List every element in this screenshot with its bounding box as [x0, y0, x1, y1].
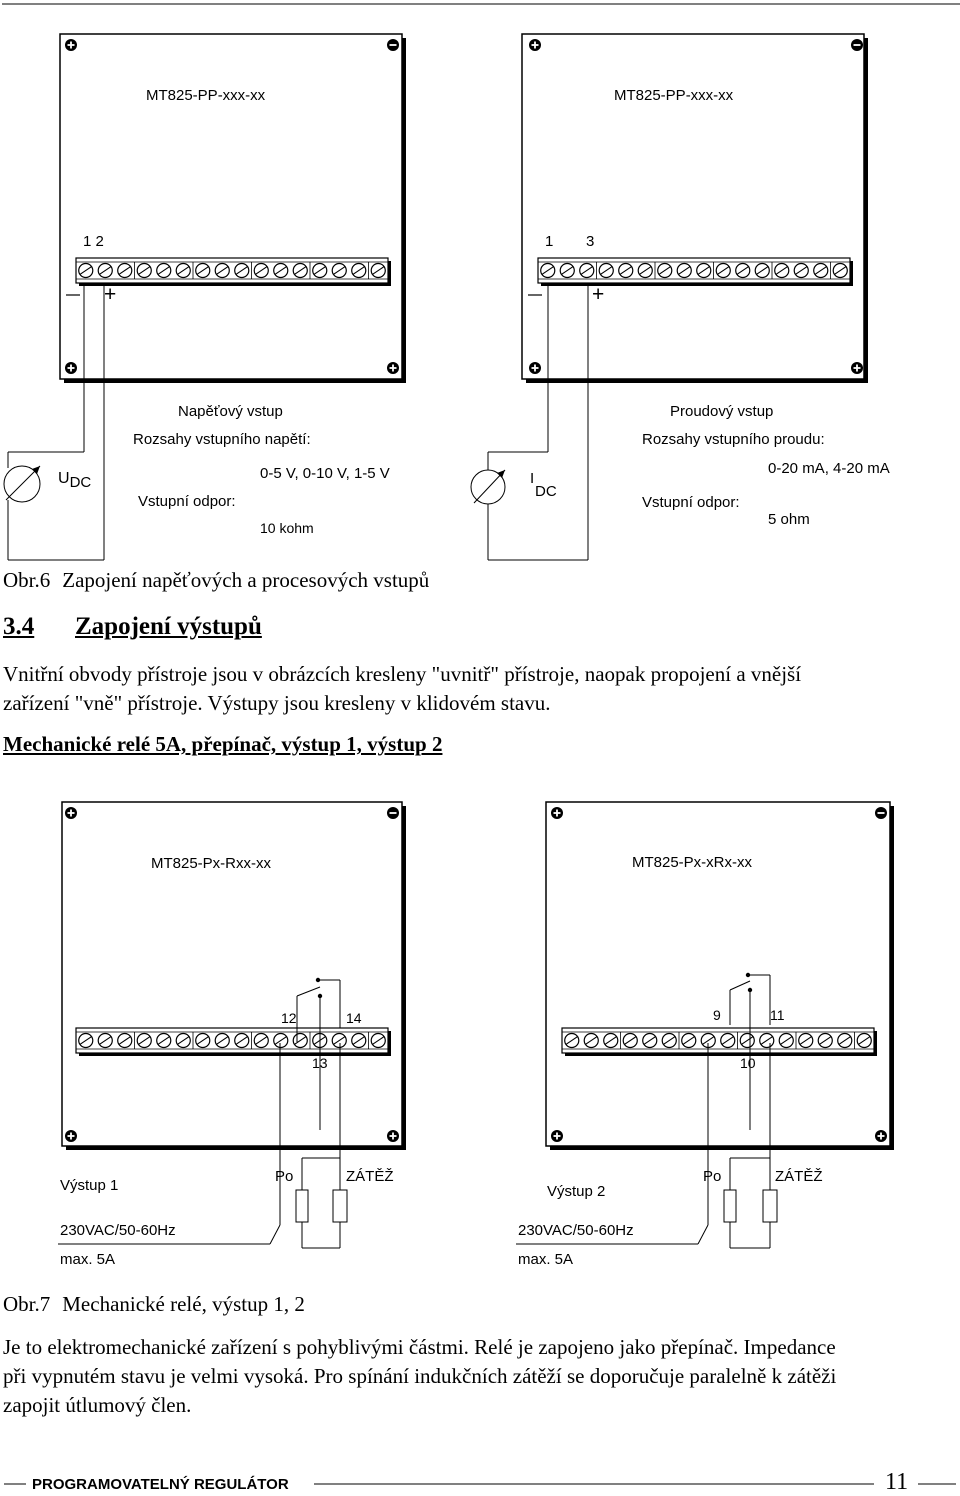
supply-voltage: 230VAC/50-60Hz — [518, 1222, 634, 1239]
terminal-screw-icon — [760, 1033, 774, 1047]
terminal-screw-icon — [313, 263, 327, 277]
terminal-screw-icon — [196, 263, 210, 277]
terminal-screw-icon — [118, 1033, 132, 1047]
terminal-screw-icon — [775, 263, 789, 277]
terminal-screw-icon — [98, 263, 112, 277]
terminal-screw-icon — [332, 263, 346, 277]
voltage-ranges-label: Rozsahy vstupního napětí: — [133, 431, 311, 448]
terminal-screw-icon — [638, 263, 652, 277]
terminal-screw-icon — [215, 1033, 229, 1047]
current-resistance: 5 ohm — [768, 511, 810, 528]
current-resistance-label: Vstupní odpor: — [642, 494, 740, 511]
terminal-screw-icon — [740, 1033, 754, 1047]
terminal-screw-icon — [137, 1033, 151, 1047]
figure-6 — [4, 34, 868, 560]
minus-screw-icon — [387, 39, 399, 51]
plus-screw-icon — [387, 1130, 399, 1142]
device-label-right: MT825-PP-xxx-xx — [614, 87, 734, 104]
terminal-number: 1 — [545, 233, 554, 250]
terminal-screw-icon — [560, 263, 574, 277]
terminal-screw-icon — [682, 1033, 696, 1047]
terminal-screw-icon — [623, 1033, 637, 1047]
terminal-screw-icon — [833, 263, 847, 277]
output-2-label: Výstup 2 — [547, 1183, 606, 1200]
terminal-screw-icon — [352, 263, 366, 277]
max-current: max. 5A — [60, 1251, 116, 1268]
terminal-screw-icon — [643, 1033, 657, 1047]
page-number: 11 — [885, 1469, 909, 1495]
terminal-screw-icon — [541, 263, 555, 277]
terminal-screw-icon — [254, 263, 268, 277]
voltage-ranges: 0-5 V, 0-10 V, 1-5 V — [260, 465, 390, 482]
terminal-screw-icon — [235, 263, 249, 277]
current-ranges: 0-20 mA, 4-20 mA — [768, 460, 890, 477]
terminal-screw-icon — [755, 263, 769, 277]
voltage-symbol: UDC — [58, 470, 92, 491]
footer-title: PROGRAMOVATELNÝ REGULÁTOR — [32, 1476, 289, 1493]
section-title: Zapojení výstupů — [75, 613, 262, 640]
terminal-screw-icon — [658, 263, 672, 277]
terminal-screw-icon — [697, 263, 711, 277]
plus-screw-icon — [65, 1130, 77, 1142]
terminal-number: 12 — [281, 1010, 297, 1026]
device-box-left — [62, 802, 402, 1146]
terminal-screw-icon — [818, 1033, 832, 1047]
plus-screw-icon — [551, 807, 563, 819]
terminal-screw-icon — [79, 1033, 93, 1047]
plus-screw-icon — [65, 39, 77, 51]
plus-screw-icon — [851, 362, 863, 374]
minus-screw-icon — [875, 807, 887, 819]
terminal-number: 9 — [713, 1007, 721, 1023]
terminal-number: 11 — [770, 1007, 785, 1023]
terminal-number: 10 — [740, 1055, 756, 1071]
current-symbol-sub: DC — [535, 483, 557, 500]
terminal-screw-icon — [619, 263, 633, 277]
terminal-block — [76, 1028, 391, 1056]
terminal-screw-icon — [293, 263, 307, 277]
voltage-resistance: 10 kohm — [260, 520, 314, 536]
current-input-title: Proudový vstup — [670, 403, 774, 420]
device-box-left — [60, 34, 402, 379]
figure-6-caption — [3, 568, 429, 593]
terminal-screw-icon — [604, 1033, 618, 1047]
terminal-block — [538, 258, 853, 286]
terminal-block — [562, 1028, 877, 1056]
terminal-screw-icon — [371, 1033, 385, 1047]
terminal-screw-icon — [584, 1033, 598, 1047]
fuse-symbol — [724, 1190, 736, 1222]
figure-7-caption — [3, 1292, 305, 1317]
terminal-screw-icon — [176, 1033, 190, 1047]
terminal-screw-icon — [565, 1033, 579, 1047]
plus-sign: + — [104, 283, 117, 306]
device-label-left: MT825-PP-xxx-xx — [146, 87, 266, 104]
voltage-resistance-label: Vstupní odpor: — [138, 493, 236, 510]
caption-text: Mechanické relé, výstup 1, 2 — [62, 1292, 305, 1316]
plus-sign: + — [592, 283, 605, 306]
terminal-screw-icon — [79, 263, 93, 277]
terminal-screw-icon — [799, 1033, 813, 1047]
terminal-screw-icon — [716, 263, 730, 277]
section-number: 3.4 — [3, 613, 35, 640]
terminal-number: 14 — [346, 1010, 362, 1026]
plus-screw-icon — [387, 362, 399, 374]
current-symbol: I — [530, 470, 535, 487]
caption-number: Obr.6 — [3, 568, 51, 592]
terminal-screw-icon — [293, 1033, 307, 1047]
terminal-screw-icon — [857, 1033, 871, 1047]
terminal-screw-icon — [235, 1033, 249, 1047]
terminal-screw-icon — [794, 263, 808, 277]
minus-screw-icon — [851, 39, 863, 51]
load-symbol — [763, 1190, 777, 1222]
terminal-screw-icon — [215, 263, 229, 277]
current-ranges-label: Rozsahy vstupního proudu: — [642, 431, 825, 448]
terminal-screw-icon — [98, 1033, 112, 1047]
terminal-screw-icon — [274, 263, 288, 277]
terminal-screw-icon — [721, 1033, 735, 1047]
plus-screw-icon — [875, 1130, 887, 1142]
current-source-symbol — [471, 470, 505, 504]
device-box-right — [522, 34, 864, 379]
plus-screw-icon — [529, 362, 541, 374]
terminal-screw-icon — [352, 1033, 366, 1047]
plus-screw-icon — [529, 39, 541, 51]
terminal-screw-icon — [662, 1033, 676, 1047]
plus-screw-icon — [65, 362, 77, 374]
plus-screw-icon — [551, 1130, 563, 1142]
plus-screw-icon — [65, 807, 77, 819]
subheading: Mechanické relé 5A, přepínač, výstup 1, výstup 2 — [3, 732, 443, 756]
output-1-label: Výstup 1 — [60, 1177, 119, 1194]
supply-voltage: 230VAC/50-60Hz — [60, 1222, 176, 1239]
terminal-screw-icon — [779, 1033, 793, 1047]
terminal-number: 13 — [312, 1055, 328, 1071]
terminal-screw-icon — [254, 1033, 268, 1047]
terminal-screw-icon — [677, 263, 691, 277]
terminal-screw-icon — [274, 1033, 288, 1047]
terminal-screw-icon — [118, 263, 132, 277]
load-symbol — [333, 1190, 347, 1222]
max-current: max. 5A — [518, 1251, 574, 1268]
voltage-input-title: Napěťový vstup — [178, 403, 283, 420]
terminal-screw-icon — [176, 263, 190, 277]
device-label-right: MT825-Px-xRx-xx — [632, 854, 753, 871]
terminal-screw-icon — [838, 1033, 852, 1047]
terminal-screw-icon — [736, 263, 750, 277]
terminal-screw-icon — [157, 1033, 171, 1047]
terminal-screw-icon — [196, 1033, 210, 1047]
fuse-symbol — [296, 1190, 308, 1222]
terminal-number: 3 — [586, 233, 595, 250]
load-label: ZÁTĚŽ — [346, 1168, 394, 1185]
terminal-screw-icon — [157, 263, 171, 277]
caption-text: Zapojení napěťových a procesových vstupů — [62, 568, 430, 592]
terminal-screw-icon — [332, 1033, 346, 1047]
caption-number: Obr.7 — [3, 1292, 51, 1316]
terminal-screw-icon — [137, 263, 151, 277]
load-label: ZÁTĚŽ — [775, 1168, 823, 1185]
section-paragraph: Vnitřní obvody přístroje jsou v obrázcích kresleny "uvnitř" přístroje, naopak propojení a vnější zařízení "vně" přístroje. Výstupy jsou kresleny v klidovém stavu. — [3, 662, 802, 715]
terminal-screw-icon — [371, 263, 385, 277]
terminal-numbers-left: 1 2 — [83, 233, 104, 250]
minus-screw-icon — [387, 807, 399, 819]
terminal-screw-icon — [599, 263, 613, 277]
fuse-label: Po — [703, 1168, 722, 1185]
terminal-block — [76, 258, 391, 286]
fuse-label: Po — [275, 1168, 294, 1185]
terminal-screw-icon — [814, 263, 828, 277]
device-label-left: MT825-Px-Rxx-xx — [151, 855, 272, 872]
voltage-source-symbol — [4, 466, 40, 502]
relay-description-paragraph: Je to elektromechanické zařízení s pohyblivými částmi. Relé je zapojeno jako přepínač. Impedance při vypnutém stavu je velmi vysoká. Pro spínání indukčních zátěží se doporučuje paralelně k zátěži zapojit útlumový člen. — [3, 1335, 837, 1417]
terminal-screw-icon — [580, 263, 594, 277]
